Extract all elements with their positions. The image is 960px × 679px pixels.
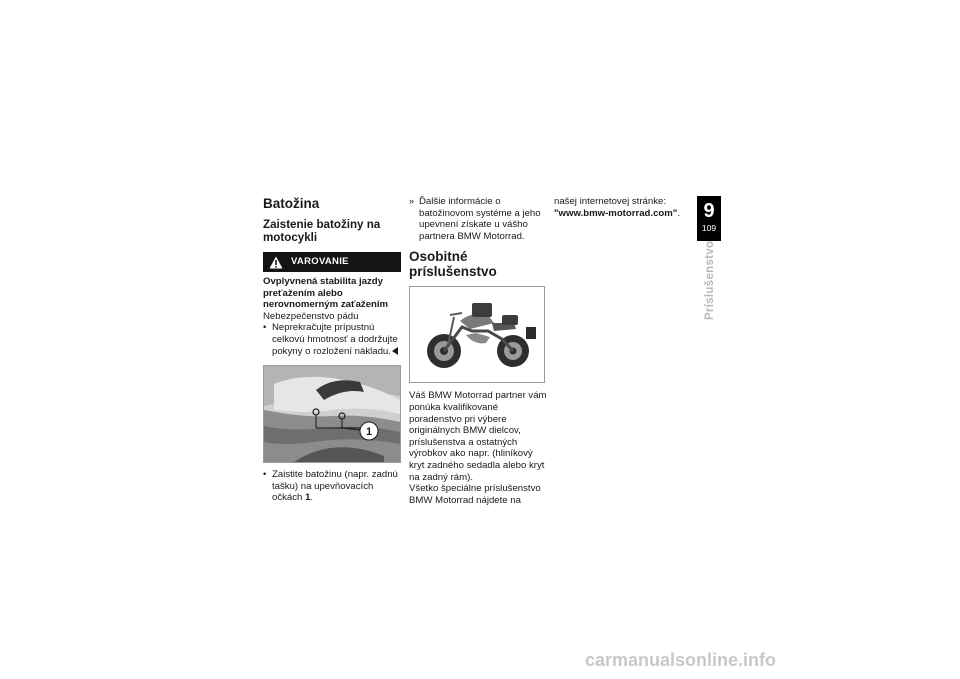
- column-3: [554, 196, 694, 219]
- side-chapter-title: Príslušenstvo: [704, 240, 716, 320]
- watermark: carmanualsonline.info: [585, 650, 777, 670]
- website-end: .: [677, 207, 681, 219]
- double-arrow-icon: »: [409, 196, 415, 206]
- page-number: 109: [701, 223, 717, 233]
- chapter-tab: [697, 196, 721, 241]
- callout-reference: 1: [305, 492, 311, 504]
- figure-luggage-eyelets: [263, 365, 401, 463]
- chapter-title: Batožina: [263, 196, 320, 211]
- list-item: [263, 322, 401, 357]
- figure-luggage-eyelets-image: [264, 366, 400, 462]
- section-title-secure-luggage: Zaistenie batožiny na motocykli: [263, 218, 381, 244]
- warning-heading: Ovplyvnená stabilita jazdy preťažením alebo nerovnomerným zaťažením: [263, 276, 389, 311]
- figure-motorcycle: [409, 286, 545, 383]
- instruction-list: [263, 469, 401, 504]
- warning-triangle-icon: [269, 256, 283, 269]
- danger-text: Nebezpečenstvo pádu: [263, 310, 359, 322]
- list-item: [263, 469, 401, 504]
- website-intro: našej internetovej stránke:: [554, 196, 666, 207]
- column-1: [263, 196, 401, 504]
- column-2: [409, 196, 549, 506]
- figure-motorcycle-image: [410, 287, 544, 382]
- chapter-number: 9: [703, 200, 715, 222]
- bullet-text: Neprekračujte prípustnú celkovú hmotnosť a dodržujte pokyny o rozložení nákladu.: [272, 322, 398, 357]
- section-title-accessories: Osobitné príslušenstvo: [409, 249, 497, 280]
- end-of-section-icon: [392, 347, 398, 355]
- warning-list: [263, 322, 401, 357]
- further-info: [409, 196, 549, 242]
- further-info-text: Ďalšie informácie o batožinovom systéme a jeho upevnení získate u vášho partnera BMW Motorrad.: [419, 196, 541, 242]
- paragraph-partner: Váš BMW Motorrad partner vám ponúka kvalifikované poradenstvo pri výbere originálnych BMW dielcov, príslušenstva a ostatných výrobkov ako napr. (hliníkový kryt zadného sedadla alebo kryt na zadný rám).: [409, 390, 547, 483]
- website-link[interactable]: "www.bmw-motorrad.com": [554, 207, 678, 219]
- paragraph-accessories: Všetko špeciálne príslušenstvo BMW Motorrad nájdete na: [409, 483, 541, 506]
- bullet-text: Zaistite batožinu (napr. zadnú tašku) na upevňovacích očkách: [272, 469, 398, 504]
- warning-label: VAROVANIE: [291, 256, 349, 268]
- bullet-end: .: [310, 492, 314, 504]
- figure-callout: 1: [365, 426, 373, 439]
- warning-banner: [263, 252, 401, 272]
